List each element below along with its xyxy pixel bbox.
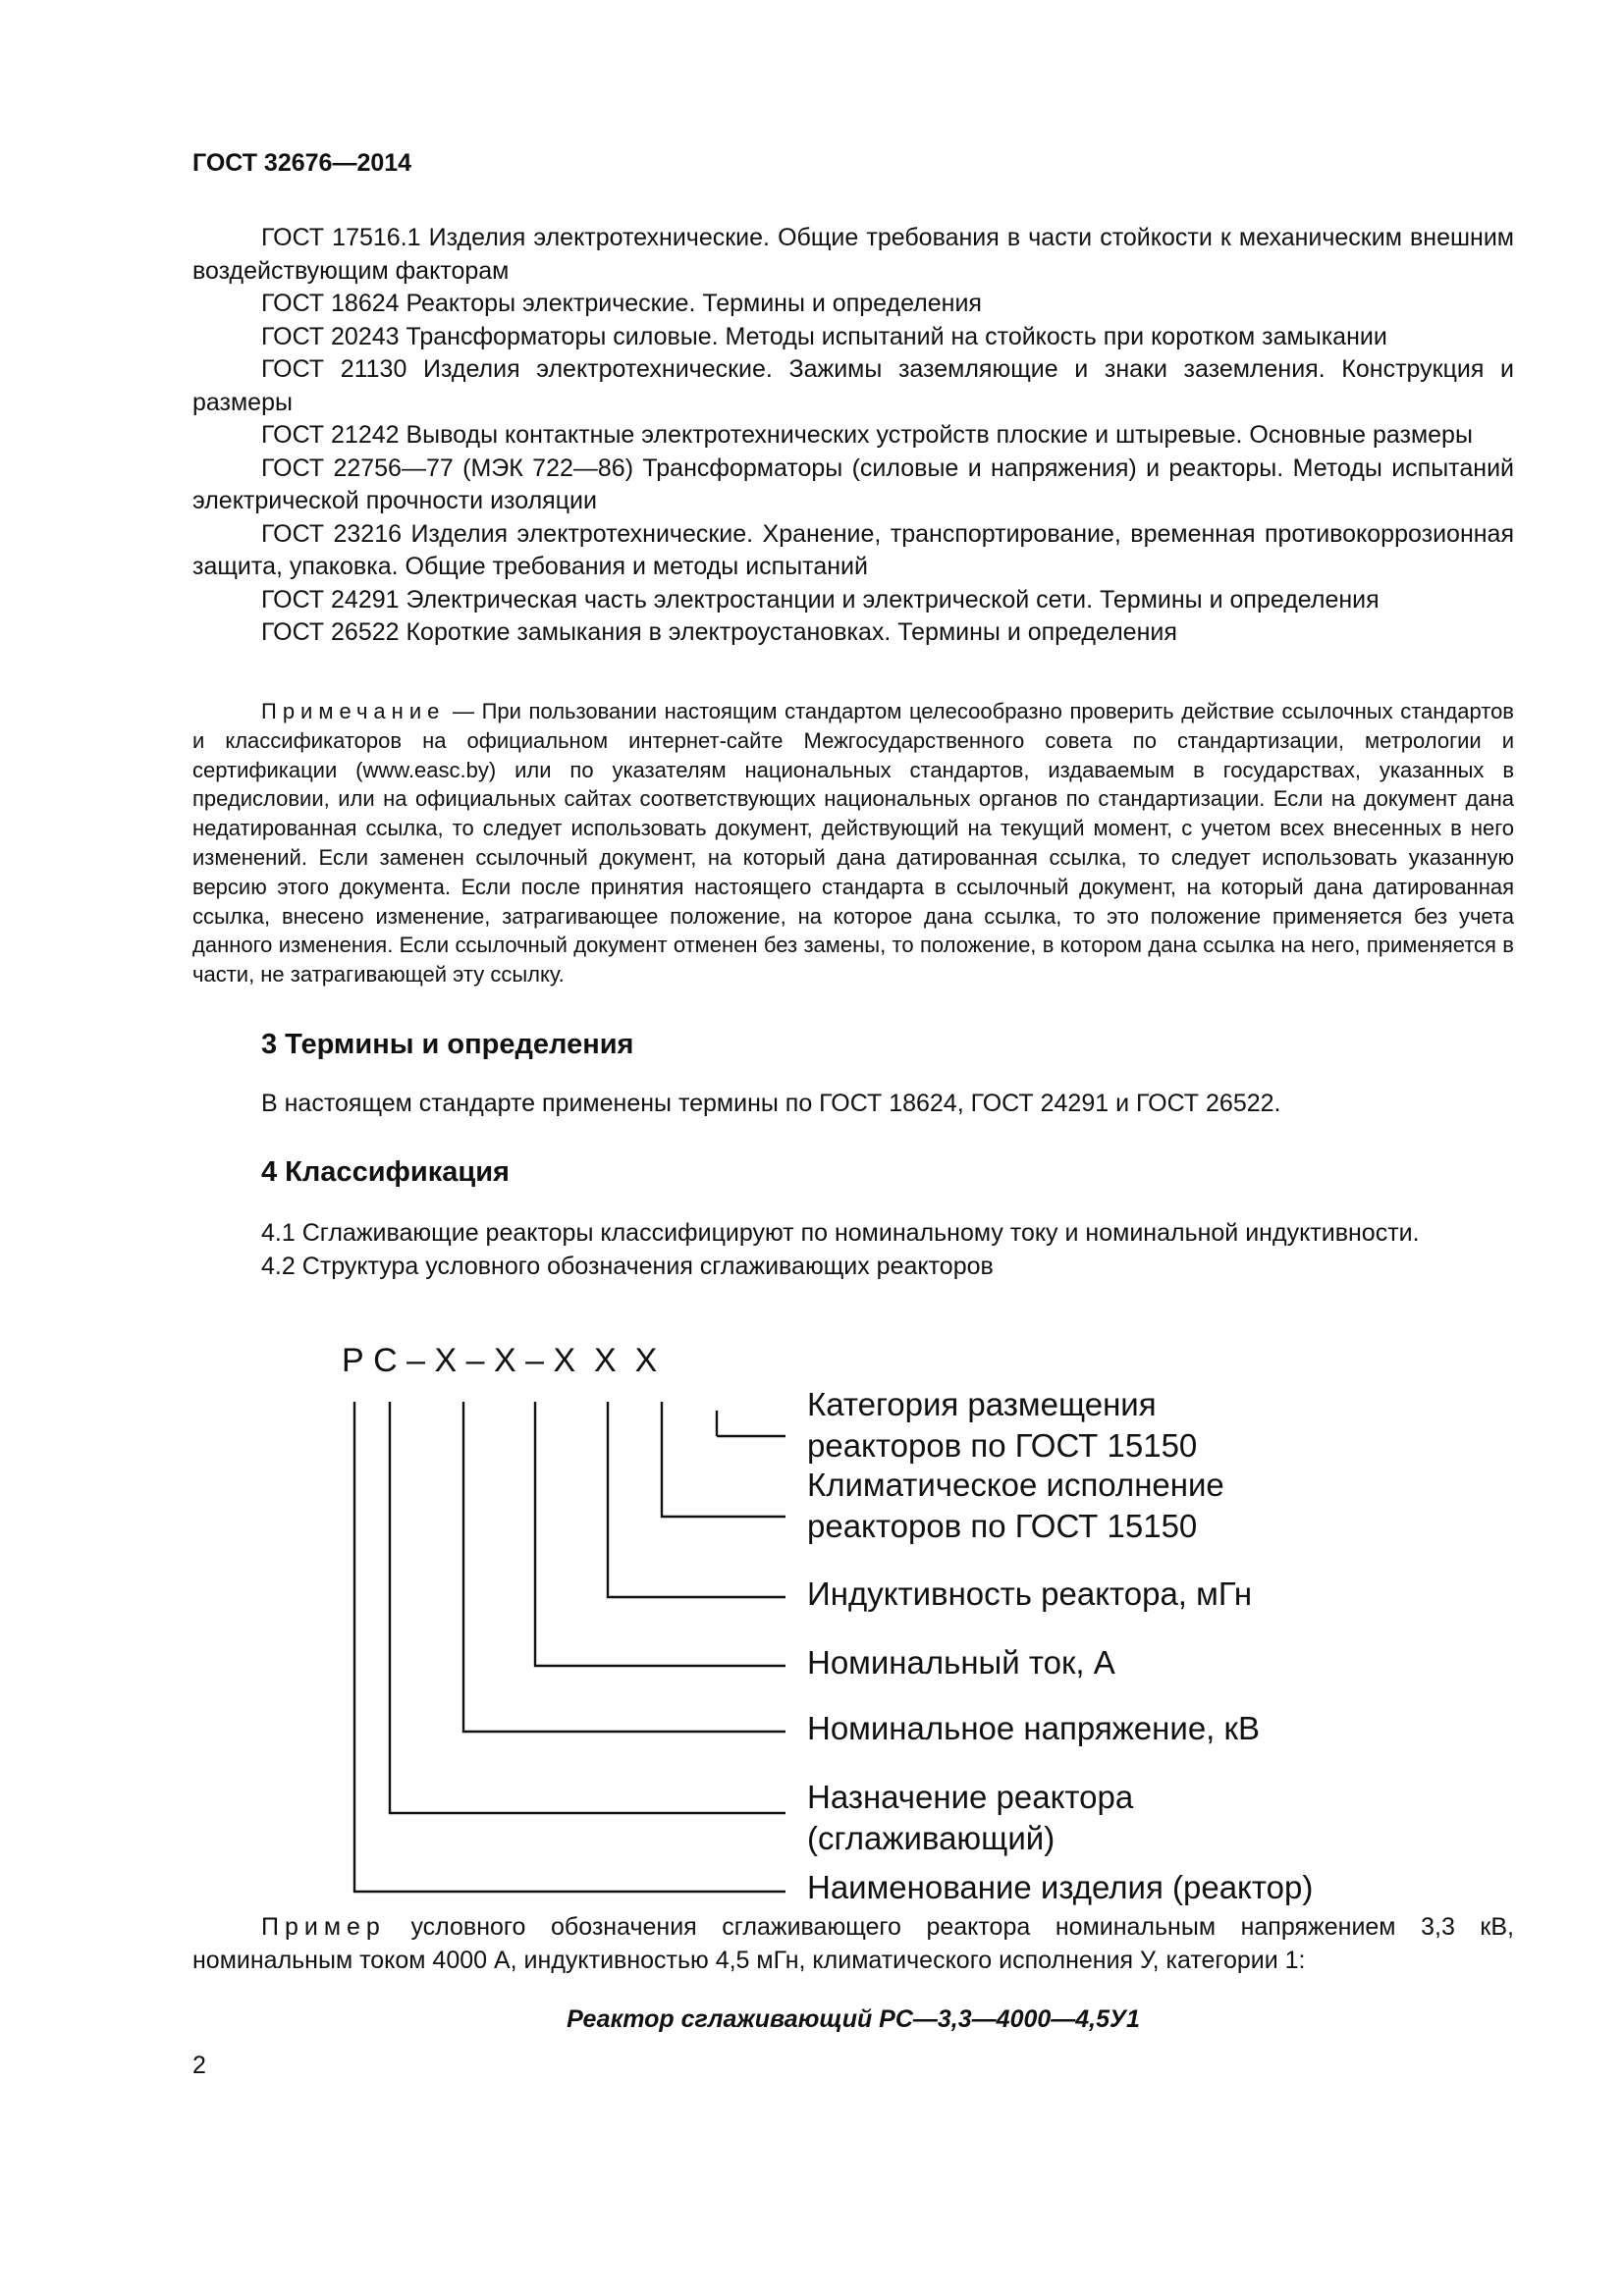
leader-line <box>608 1402 785 1597</box>
references-note <box>192 697 1514 989</box>
clause-4-2: 4.2 Структура условного обозначения сглаживающих реакторов <box>261 1253 994 1280</box>
diagram-label: Категория размещения <box>807 1386 1157 1422</box>
page-number: 2 <box>192 2052 206 2079</box>
diagram-label: Номинальное напряжение, кВ <box>807 1710 1260 1746</box>
diagram-label: реакторов по ГОСТ 15150 <box>807 1508 1198 1544</box>
example-designation: Реактор сглаживающий РС—3,3—4000—4,5У1 <box>567 2005 1140 2033</box>
leader-line <box>535 1402 785 1666</box>
example-text: условного обозначения сглаживающего реактора номинальным напряжением 3,3 кВ, номинальным током 4000 А, индуктивностью 4,5 мГн, климатического исполнения У, категории 1: <box>192 1913 1514 1974</box>
section-3-heading: 3 Термины и определения <box>261 1029 634 1060</box>
note-text: — При пользовании настоящим стандартом целесообразно проверить действие ссылочных стандартов и классификаторов на официальном интернет-сайте Межгосударственного совета по стандартизации, метрологии и сертификации (www.easc.by) или по указателям национальных стандартов, издаваемым в государствах, указанных в предисловии, или на официальных сайтах соответствующих национальных органов по стандартизации. Если на документ дана недатированная ссылка, то следует использовать документ, действующий на текущий момент, с учетом всех внесенных в него изменений. Если заменен ссылочный документ, на который дана датированная ссылка, то следует использовать указанную версию этого документа. Если после принятия настоящего стандарта в ссылочный документ, на который дана датированная ссылка, внесено изменение, затрагивающее положение, на которое дана ссылка, то это положение применяется без учета данного изменения. Если ссылочный документ отменен без замены, то положение, в котором дана ссылка на него, применяется в части, не затрагивающей эту ссылку. <box>192 699 1514 988</box>
reference-item: ГОСТ 26522 Короткие замыкания в электроустановках. Термины и определения <box>261 618 1177 646</box>
note-label: Примечание <box>261 699 446 723</box>
section-3-text: В настоящем стандарте применены термины по ГОСТ 18624, ГОСТ 24291 и ГОСТ 26522. <box>261 1090 1281 1117</box>
diagram-label: Назначение реактора <box>807 1779 1134 1815</box>
diagram-leader-lines <box>354 1402 785 1892</box>
reference-item: ГОСТ 21130 Изделия электротехнические. Зажимы заземляющие и знаки заземления. Конструкция и размеры <box>192 355 1514 416</box>
reference-item: ГОСТ 17516.1 Изделия электротехнические. Общие требования в части стойкости к механическим внешним воздействующим факторам <box>192 224 1514 285</box>
diagram-labels <box>807 1386 1313 1905</box>
diagram-label: реакторов по ГОСТ 15150 <box>807 1427 1198 1464</box>
section-4-heading: 4 Классификация <box>261 1156 510 1188</box>
reference-item: ГОСТ 24291 Электрическая часть электростанции и электрической сети. Термины и определения <box>261 585 1380 614</box>
reference-item: ГОСТ 21242 Выводы контактные электротехнических устройств плоские и штыревые. Основные размеры <box>261 421 1473 449</box>
reference-item: ГОСТ 23216 Изделия электротехнические. Хранение, транспортирование, временная противокоррозионная защита, упаковка. Общие требования и методы испытаний <box>192 519 1514 580</box>
note-paragraph <box>192 697 1514 989</box>
designation-code: Р С – Х – Х – Х Х Х <box>342 1342 658 1379</box>
leader-line <box>390 1402 785 1813</box>
example-paragraph <box>192 1910 1514 1977</box>
clause-4-1: 4.1 Сглаживающие реакторы классифицируют по номинальному току и номинальной индуктивности. <box>261 1219 1420 1247</box>
reference-item: ГОСТ 18624 Реакторы электрические. Термины и определения <box>261 290 982 317</box>
normative-references <box>192 222 1514 650</box>
diagram-label: Номинальный ток, А <box>807 1644 1115 1681</box>
reference-item: ГОСТ 22756—77 (МЭК 722—86) Трансформаторы (силовые и напряжения) и реакторы. Методы испытаний электрической прочности изоляции <box>192 454 1514 514</box>
example-label: Пример <box>261 1913 386 1941</box>
diagram-label: Наименование изделия (реактор) <box>807 1869 1314 1905</box>
diagram-label: Климатическое исполнение <box>807 1467 1224 1503</box>
reference-item: ГОСТ 20243 Трансформаторы силовые. Методы испытаний на стойкость при коротком замыкании <box>261 322 1387 350</box>
leader-line <box>463 1402 785 1732</box>
designation-example <box>192 1910 1514 1977</box>
leader-line <box>662 1402 785 1517</box>
leader-line <box>354 1402 785 1892</box>
diagram-label: Индуктивность реактора, мГн <box>807 1575 1253 1612</box>
diagram-label: (сглаживающий) <box>807 1820 1056 1856</box>
document-header: ГОСТ 32676—2014 <box>192 149 412 177</box>
